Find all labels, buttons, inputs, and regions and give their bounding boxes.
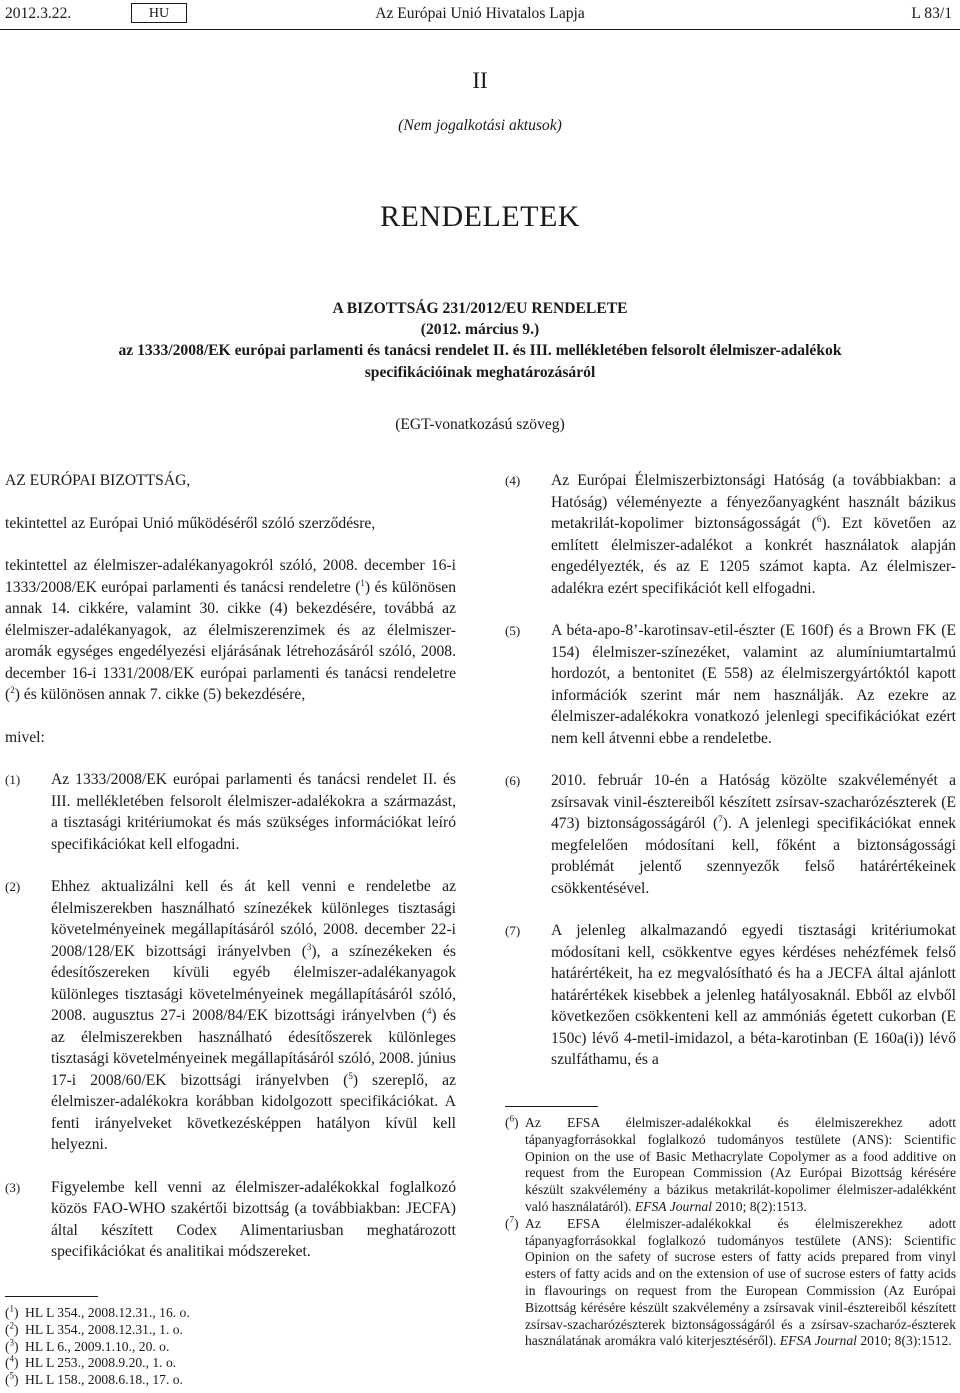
section-title: RENDELETEK: [380, 200, 580, 233]
footnote-3: ($^3$) HL L 6., 2009.1.10., 20. o.: [5, 1337, 170, 1354]
footnote-ref: 7: [718, 813, 723, 824]
regulation-title: A BIZOTTSÁG 231/2012/EU RENDELETE: [332, 300, 628, 317]
whereas-label: mivel:: [5, 728, 45, 746]
recital-number: (7): [505, 923, 521, 938]
regulation-date: (2012. március 9.): [420, 321, 540, 338]
footnotes-right: [505, 1106, 956, 1350]
footnote-5: ($^5$) HL L 158., 2008.6.18., 17. o.: [5, 1370, 183, 1388]
regulation-subject: az 1333/2008/EK európai parlamenti és tanácsi rendelet II. és III. mellékletében felsorolt élelmiszer-adalékok specifikációinak meghatározásáról: [118, 342, 842, 381]
right-column: [505, 470, 956, 1092]
left-column: [5, 470, 456, 1284]
footnote-1: ($^1$) HL L 354., 2008.12.31., 16. o.: [5, 1303, 190, 1320]
header-rule: [0, 29, 960, 30]
recital-2: [5, 876, 456, 1156]
publication-date: 2012.3.22.: [5, 5, 72, 22]
recital-1: [5, 769, 456, 855]
part-number: II: [472, 68, 488, 93]
recital-number: (1): [5, 772, 21, 787]
language-badge: HU: [131, 3, 187, 23]
journal-title: Az Európai Unió Hivatalos Lapja: [375, 5, 585, 22]
footnote-ref: 1: [360, 577, 365, 588]
citation-regulation: tekintettel az élelmiszer-adalékanyagokról szóló, 2008. december 16-i 1333/2008/EK európai parlamenti és tanácsi rendeletre ($^1$) és különösen annak 14. cikkére, valamint 30. cikke (4) bekezdésére, továbbá az élelmiszer-adalékanyagok, az élelmiszerenzimek és az élelmiszer-aromák egységes engedélyezési eljárásának létrehozásáról szóló, 2008. december 16-i 1331/2008/EK európai parlamenti és tanácsi rendeletre ($^2$) és különösen annak 7. cikke (5) bekezdésére,: [5, 557, 456, 703]
citation-treaty: tekintettel az Európai Unió működéséről szóló szerződésre,: [5, 514, 376, 532]
eea-note: (EGT-vonatkozású szöveg): [395, 416, 565, 433]
recital-4: [505, 470, 956, 599]
recital-text: A jelenleg alkalmazandó egyedi tisztasági kritériumokat módosítani kell, csökkentve egyes kérdéses nehézfémek felső határértékeit, ha ez megvalósítható és ha a JECFA által ajánlott határértékek kisebbek a jelenleg hatályosaknál. Ebből az elvből következően csökkenteni kell az ammóniás égetett cukorban (E 150c) lévő 4-metil-imidazol, a béta-karotinban (E 160a(i)) lévő szulfáthamu, és a: [551, 922, 956, 1068]
footnote-rule: [505, 1106, 598, 1107]
page-reference: L 83/1: [911, 5, 952, 22]
footnote-ref: 3: [306, 941, 312, 952]
recital-text: Az 1333/2008/EK európai parlamenti és tanácsi rendelet II. és III. mellékletében felsorolt élelmiszer-adalékokra a származást, a tisztasági kritériumokat és más szükséges információkat leíró specifikációkat kell elfogadni.: [51, 771, 456, 853]
part-subtitle: (Nem jogalkotási aktusok): [398, 117, 562, 134]
recital-6: [505, 770, 956, 899]
page-header: [0, 3, 960, 25]
recital-number: (6): [505, 773, 521, 788]
footnote-rule: [5, 1296, 98, 1297]
preamble-authority: AZ EURÓPAI BIZOTTSÁG,: [5, 472, 191, 489]
recital-7: [505, 920, 956, 1071]
footnote-7: ($^7$) Az EFSA élelmiszer-adalékokkal és élelmiszerekhez adott tápanyagforrásokkal foglalkozó tudományos testülete (ANS): Scientific Opinion on the safety of sucrose esters of fatty acids prepared from vinyl esters of fatty acids and on the extension of use of sucrose esters of fatty acids in flavourings on request from the European Commission (Az Európai Bizottság kérésére készült szakvélemény a zsírsavak vinil-észtereiből készített zsírsav-szacharózészterek biztonságosságáról és a zsírsav-szacharóz-észterek használatának aromákra való kiterjesztéséről). EFSA Journal 2010; 8(3):1512.: [505, 1214, 956, 1349]
recital-text: Az Európai Élelmiszerbiztonsági Hatóság (a továbbiakban: a Hatóság) véleményezte a fényezőanyagként használt bázikus metakrilát-kopolimer biztonságosságát ($^6$). Ezt követően az említett élelmiszer-adalékot a konkrét használatok alapján engedélyezték, és az E 1205 számot kapta. Az élelmiszer-adalékra ezért specifikációt kell elfogadni.: [551, 472, 956, 597]
footnote-ref: 5: [348, 1070, 353, 1081]
footnotes-left: [5, 1296, 445, 1389]
recital-text: Figyelembe kell venni az élelmiszer-adalékokkal foglalkozó közös FAO-WHO szakértői bizottság (a továbbiakban: JECFA) által készített Codex Alimentariusban meghatározott specifikációkat és analitikai módszereket.: [51, 1178, 456, 1260]
recital-text: Ehhez aktualizálni kell és át kell venni e rendeletbe az élelmiszerekben használható színezékek különleges tisztasági követelményeinek megállapításáról szóló, 2008. december 22-i 2008/128/EK bizottsági irányelvben ($^3$), a színezékeken és édesítőszereken kívüli egyéb élelmiszer-adalékanyagok különleges tisztasági követelményeinek megállapításáról szóló, 2008. augusztus 27-i 2008/84/EK bizottsági irányelvben ($^4$) és az élelmiszerekben használható édesítőszerek különleges tisztasági követelményeinek megállapításáról szóló, 2008. június 17-i 2008/60/EK bizottsági irányelvben ($^5$) szereplő, az élelmiszer-adalékokra korábban kidolgozott specifikációkat. A fenti irányelveket következésképpen hatályon kívül kell helyezni.: [51, 878, 456, 1153]
recital-5: [505, 620, 956, 749]
recital-number: (4): [505, 473, 521, 488]
footnote-ref: 2: [10, 684, 15, 695]
footnote-ref: 4: [426, 1005, 432, 1016]
recital-number: (5): [505, 623, 521, 638]
footnote-ref: 6: [816, 513, 822, 524]
recital-text: A béta-apo-8’-karotinsav-etil-észter (E 160f) és a Brown FK (E 154) élelmiszer-színezéket, valamint az alumíniumtartalmú hordozót, a bentonitet (E 558) az élelmiszergyártóktól kapott információk szerint már nem használják. Az ezekre az élelmiszer-adalékokra vonatkozó jelenlegi specifikációkat ezért nem kell átvenni ebbe a rendeletbe.: [551, 622, 956, 747]
recital-number: (3): [5, 1179, 21, 1195]
footnote-4: ($^4$) HL L 253., 2008.9.20., 1. o.: [5, 1353, 177, 1371]
recital-number: (2): [5, 879, 21, 894]
footnote-6: ($^6$) Az EFSA élelmiszer-adalékokkal és élelmiszerekhez adott tápanyagforrásokkal foglalkozó tudományos testülete (ANS): Scientific Opinion on the use of Basic Methacrylate Copolymer as a food additive on request from the European Commission (Az Európai Bizottság kérésére készült szakvélemény a bázikus metakrilát-kopolimer élelmiszer-adalékként való használatáról). EFSA Journal 2010; 8(2):1513.: [505, 1113, 956, 1214]
recital-3: [5, 1177, 456, 1263]
recital-text: 2010. február 10-én a Hatóság közölte szakvéleményét a zsírsavak vinil-észtereiből készített zsírsav-szacharózészterek (E 473) biztonságosságáról ($^7$). A jelenlegi specifikációkat ennek megfelelően módosítani kell, főként a biztonságossági problémát jelentő szennyezők felső határértékeinek csökkentésével.: [551, 772, 957, 897]
footnote-2: ($^2$) HL L 354., 2008.12.31., 1. o.: [5, 1320, 183, 1337]
